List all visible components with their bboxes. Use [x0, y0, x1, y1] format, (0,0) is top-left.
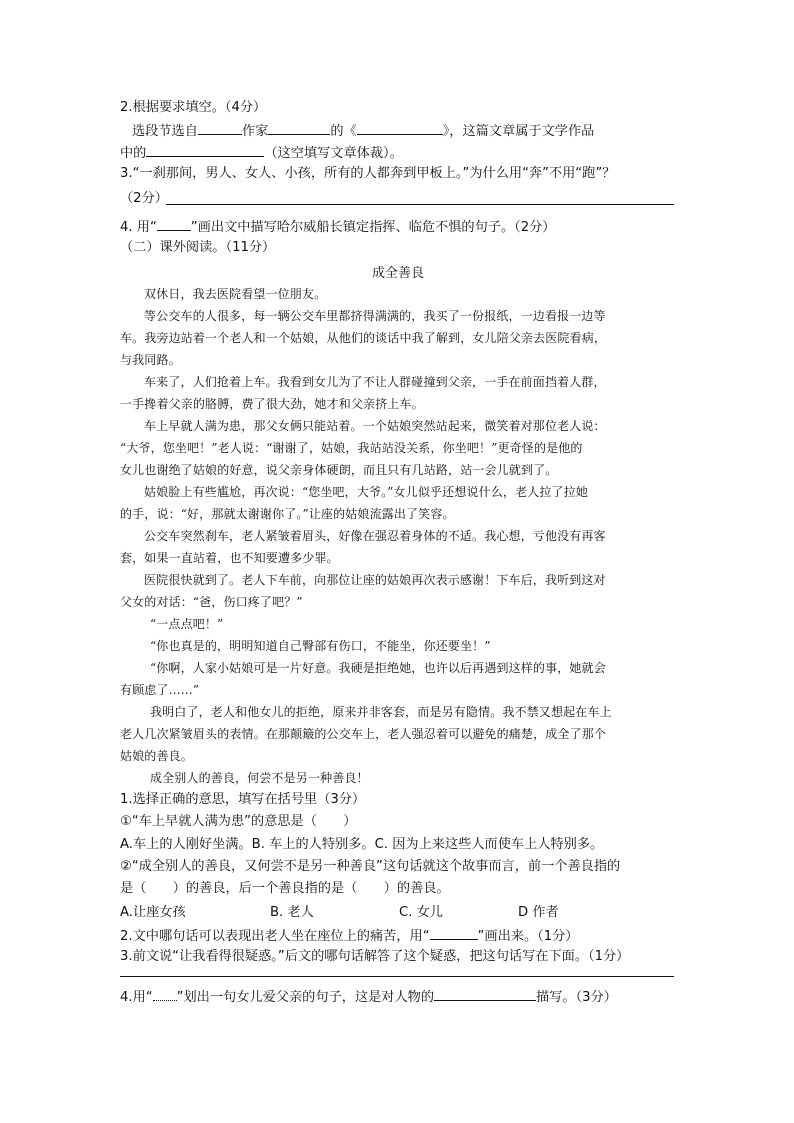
blank-description-type[interactable] — [434, 987, 536, 1001]
blank-excerpt-source[interactable] — [198, 121, 242, 135]
underline-symbol — [430, 926, 478, 940]
passage-line: 一手搀着父亲的胳膊，费了很大劲，她才和父亲挤上车。 — [120, 397, 424, 411]
passage-line: “你也真是的，明明知道自己臀部有伤口，不能坐，你还要坐！” — [150, 639, 491, 653]
exercise1-sub2-line1: ②“成全别人的善良，又何尝不是另一种善良”这句话就这个故事而言，前一个善良指的 — [120, 859, 621, 874]
blank-genre[interactable] — [146, 143, 264, 157]
passage-title: 成全善良 — [371, 266, 424, 281]
blank-article-title[interactable] — [357, 121, 443, 135]
underline-symbol — [157, 217, 191, 231]
q2-text-c: 的《 — [330, 124, 357, 139]
exercise4-text-b: ”划出一句女儿爱父亲的句子，这是对人物的 — [176, 990, 435, 1005]
passage-line: 车。我旁边站着一个老人和一个姑娘，从他们的谈话中我了解到，女儿陪父亲去医院看病， — [120, 331, 607, 345]
passage-line: 成全别人的善良，何尝不是另一种善良！ — [150, 771, 369, 785]
option-a: A.让座女孩 — [120, 905, 186, 920]
passage-line: “你啊，人家小姑娘可是一片好意。我硬是拒绝她，也许以后再遇到这样的事，她就会 — [150, 661, 606, 675]
exercise1-sub1: ①“车上早就人满为患”的意思是（ ） — [120, 814, 357, 829]
q4-line — [120, 217, 555, 237]
exercise3-question: 3.前文说“让我看得很疑惑。”后文的哪句话解答了这个疑惑，把这句话写在下面。（1分） — [120, 949, 630, 964]
q2-text-d: 》，这篇文章属于文学作品 — [442, 124, 595, 139]
exercise4-text-c: 描写。（3分） — [536, 990, 617, 1005]
passage-line: 车来了，人们抢着上车。我看到女儿为了不让人群碰撞到父亲，一手在前面挡着人群， — [144, 375, 606, 389]
passage-line: 与我同路。 — [120, 353, 181, 367]
option-d: D 作者 — [518, 905, 559, 920]
exercise2-line — [120, 926, 578, 946]
passage-line: 双休日，我去医院看望一位朋友。 — [144, 287, 327, 301]
q2-genre-line — [120, 143, 403, 163]
exercise4-text-a: 4.用“ — [120, 990, 153, 1005]
passage-line: 我明白了，老人和他女儿的拒绝，原来并非客套，而是另有隐情。我不禁又想起在车上 — [150, 705, 612, 719]
passage-line: 老人几次紧皱眉头的表情。在那颠簸的公交车上，老人强忍着可以避免的痛楚，成全了那个 — [120, 727, 607, 741]
exercise4-line — [120, 987, 617, 1007]
q2-text-f: （这空填写文章体裁）。 — [264, 146, 403, 161]
exercise2-text-b: ”画出来。（1分） — [477, 929, 579, 944]
q3-points: （2分） — [120, 191, 168, 206]
passage-line: 父女的对话：“爸，伤口疼了吧？” — [120, 595, 303, 609]
passage-line: 车上早就人满为患，那父女俩只能站着。一个姑娘突然站起来，微笑着对那位老人说： — [144, 419, 606, 433]
passage-line: 有顾虑了……” — [120, 683, 200, 697]
exercise1-sub2-line2: 是（ ）的善良，后一个善良指的是（ ）的善良。 — [120, 881, 450, 896]
exercise2-text-a: 2.文中哪句话可以表现出老人坐在座位上的痛苦，用“ — [120, 929, 430, 944]
q2-text-b: 作家 — [241, 124, 269, 139]
passage-line: 套，如果一直站着，也不知要遭多少罪。 — [120, 551, 339, 565]
passage-line: 女儿也谢绝了姑娘的好意，说父亲身体硬朗，而且只有几站路，站一会儿就到了。 — [120, 463, 558, 477]
section-extracurricular-reading: （二）课外阅读。（11分） — [120, 240, 276, 255]
passage-line: 等公交车的人很多，每一辆公交车里都挤得满满的，我买了一份报纸，一边看报一边等 — [144, 309, 606, 323]
exercise1-sub1-options: A.车上的人刚好坐满。B. 车上的人特别多。C. 因为上来这些人而使车上人特别多。 — [120, 837, 604, 852]
exercise1-heading: 1.选择正确的意思，填写在括号里（3分） — [120, 792, 366, 807]
passage-line: 姑娘的善良。 — [120, 749, 193, 763]
passage-line: 的手，说：“好，那就太谢谢你了。”让座的姑娘流露出了笑容。 — [120, 507, 455, 521]
q3-question: 3.“一刹那间，男人、女人、小孩，所有的人都奔到甲板上。”为什么用“奔”不用“跑”？ — [120, 166, 616, 181]
passage-line: “大爷，您坐吧！”老人说：“谢谢了，姑娘，我站站没关系，你坐吧！”更奇怪的是他的 — [120, 441, 583, 455]
q2-text-a: 选段节选自 — [132, 124, 198, 139]
passage-line: 公交车突然刹车，老人紧皱着眉头，好像在强忍着身体的不适。我心想，亏他没有再客 — [144, 529, 606, 543]
exercise3-answer-line[interactable] — [120, 976, 674, 977]
passage-line: “一点点吧！” — [150, 617, 224, 631]
blank-author[interactable] — [268, 121, 330, 135]
q4-text-a: 4. 用“ — [120, 220, 157, 235]
wavy-underline-symbol — [153, 994, 177, 1001]
passage-line: 姑娘脸上有些尴尬，再次说：“您坐吧，大爷。”女儿似乎还想说什么，老人拉了拉她 — [144, 485, 588, 499]
q3-answer-line[interactable] — [166, 204, 674, 205]
passage-line: 医院很快就到了。老人下车前，向那位让座的姑娘再次表示感谢！下车后，我听到这对 — [144, 573, 606, 587]
q2-text-e: 中的 — [120, 146, 147, 161]
q4-text-b: ”画出文中描写哈尔威船长镇定指挥、临危不惧的句子。（2分） — [190, 220, 556, 235]
option-c: C. 女儿 — [399, 905, 443, 920]
option-b: B. 老人 — [270, 905, 314, 920]
q2-heading: 2.根据要求填空。（4分） — [120, 100, 267, 115]
q2-fill-line — [132, 121, 594, 141]
